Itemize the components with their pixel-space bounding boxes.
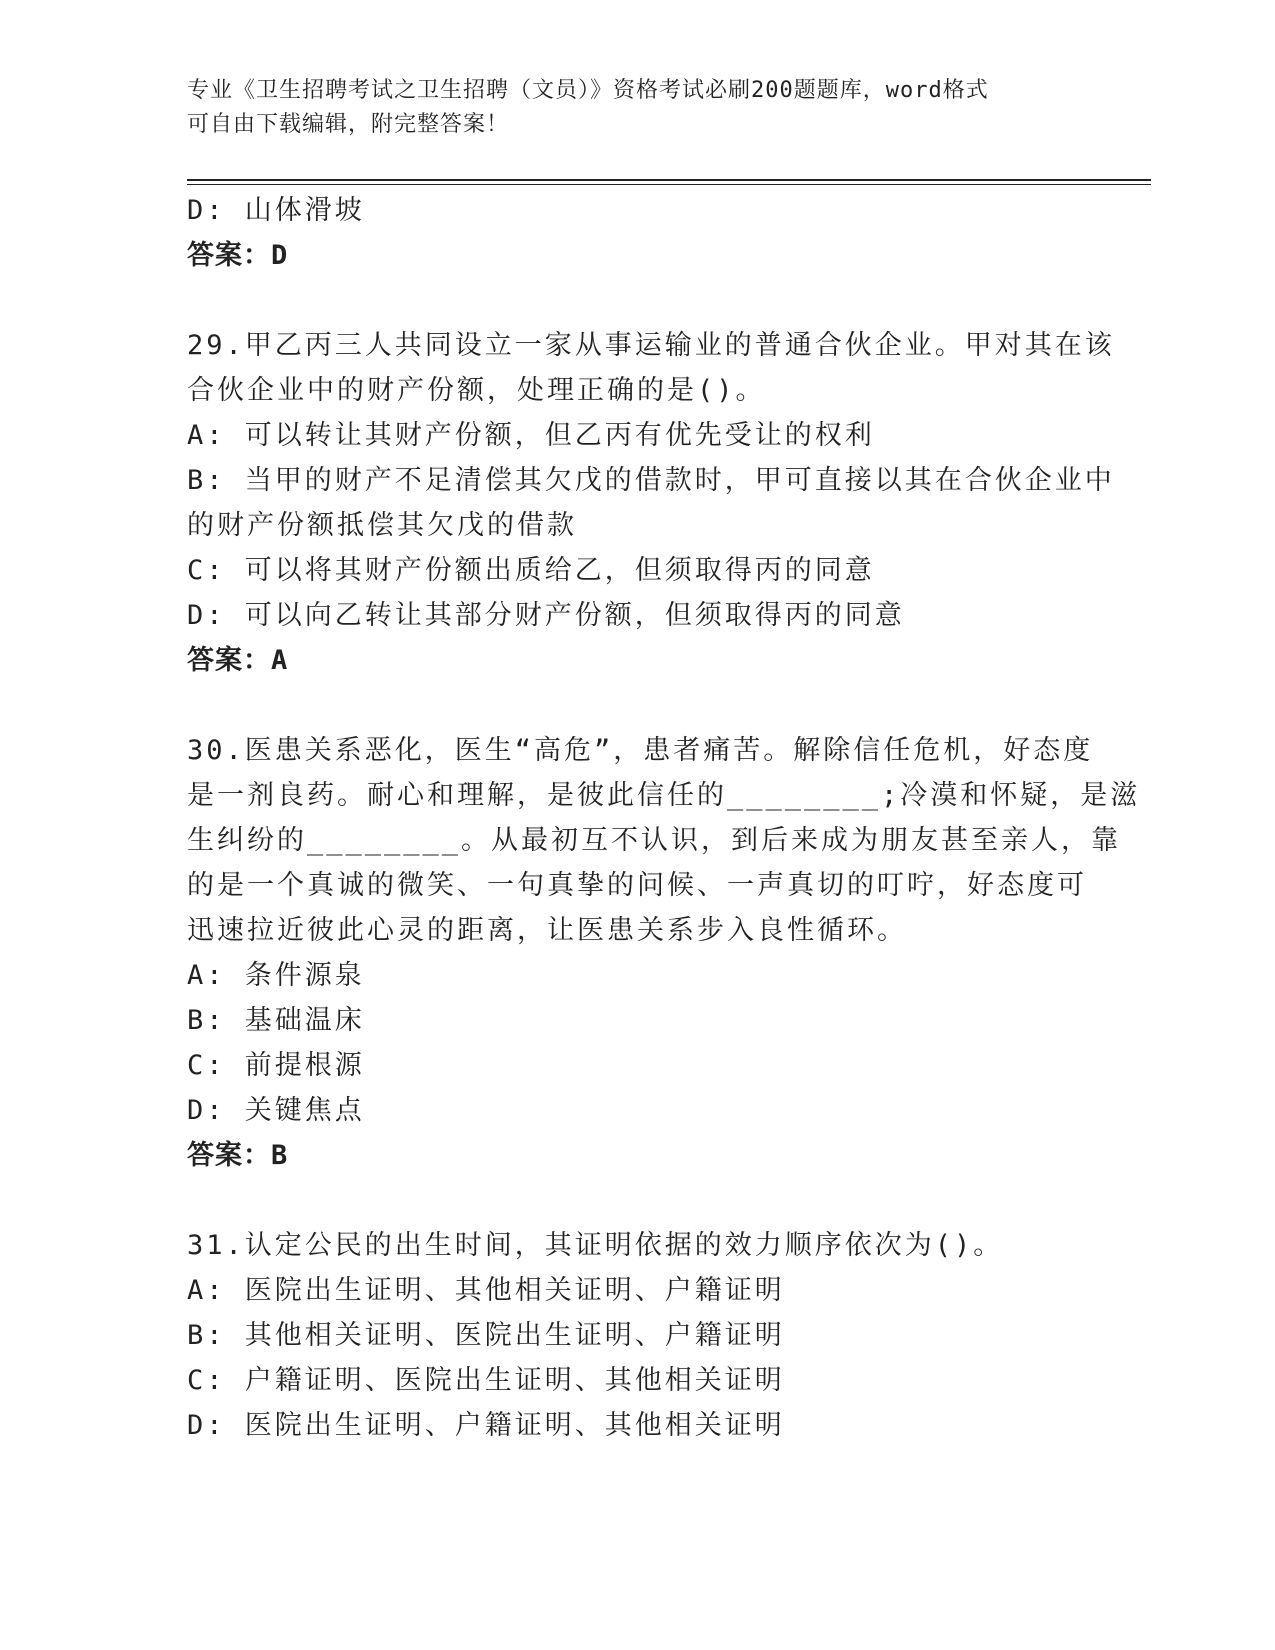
option-a: A: 可以转让其财产份额，但乙丙有优先受让的权利 bbox=[187, 420, 875, 451]
question-stem: 迅速拉近彼此心灵的距离，让医患关系步入良性循环。 bbox=[187, 915, 907, 946]
question-stem: 29.甲乙丙三人共同设立一家从事运输业的普通合伙企业。甲对其在该 bbox=[187, 330, 1115, 361]
header-divider-thin bbox=[187, 184, 1151, 185]
option-c: C: 可以将其财产份额出质给乙，但须取得丙的同意 bbox=[187, 555, 875, 586]
spacer bbox=[187, 278, 1087, 323]
question-31 bbox=[187, 1223, 1087, 1448]
option-d: D: 可以向乙转让其部分财产份额，但须取得丙的同意 bbox=[187, 600, 905, 631]
question-30 bbox=[187, 728, 1141, 1178]
answer-line: 答案：A bbox=[187, 645, 289, 676]
option-a: A: 医院出生证明、其他相关证明、户籍证明 bbox=[187, 1275, 785, 1306]
option-c: C: 户籍证明、医院出生证明、其他相关证明 bbox=[187, 1365, 785, 1396]
question-stem: 生纠纷的________。从最初互不认识，到后来成为朋友甚至亲人，靠 bbox=[187, 825, 1122, 856]
question-stem: 的是一个真诚的微笑、一句真挚的问候、一声真切的叮咛，好态度可 bbox=[187, 870, 1087, 901]
question-stem: 31.认定公民的出生时间，其证明依据的效力顺序依次为()。 bbox=[187, 1230, 1004, 1261]
spacer bbox=[187, 1178, 1087, 1223]
option-b: B: 其他相关证明、医院出生证明、户籍证明 bbox=[187, 1320, 785, 1351]
option-b-continued: 的财产份额抵偿其欠戊的借款 bbox=[187, 510, 577, 541]
header-line-1: 专业《卫生招聘考试之卫生招聘（文员）》资格考试必刷200题题库，word格式 bbox=[187, 78, 989, 103]
option-b: B: 基础温床 bbox=[187, 1005, 365, 1036]
option-d: D: 山体滑坡 bbox=[187, 195, 365, 226]
answer-line: 答案：D bbox=[187, 240, 289, 271]
spacer bbox=[187, 683, 1087, 728]
question-28-tail bbox=[187, 188, 1087, 278]
option-d: D: 医院出生证明、户籍证明、其他相关证明 bbox=[187, 1410, 785, 1441]
document-header bbox=[187, 74, 1087, 142]
question-29 bbox=[187, 323, 1115, 683]
question-stem: 是一剂良药。耐心和理解，是彼此信任的________;冷漠和怀疑，是滋 bbox=[187, 780, 1141, 811]
option-c: C: 前提根源 bbox=[187, 1050, 365, 1081]
answer-line: 答案：B bbox=[187, 1140, 289, 1171]
option-a: A: 条件源泉 bbox=[187, 960, 365, 991]
header-divider-thick bbox=[187, 179, 1151, 181]
header-line-2: 可自由下载编辑，附完整答案！ bbox=[187, 112, 510, 137]
question-stem: 30.医患关系恶化，医生“高危”，患者痛苦。解除信任危机，好态度 bbox=[187, 735, 1094, 766]
option-b: B: 当甲的财产不足清偿其欠戊的借款时，甲可直接以其在合伙企业中 bbox=[187, 465, 1115, 496]
option-d: D: 关键焦点 bbox=[187, 1095, 365, 1126]
document-body bbox=[187, 188, 1141, 1448]
question-stem: 合伙企业中的财产份额，处理正确的是()。 bbox=[187, 375, 766, 406]
